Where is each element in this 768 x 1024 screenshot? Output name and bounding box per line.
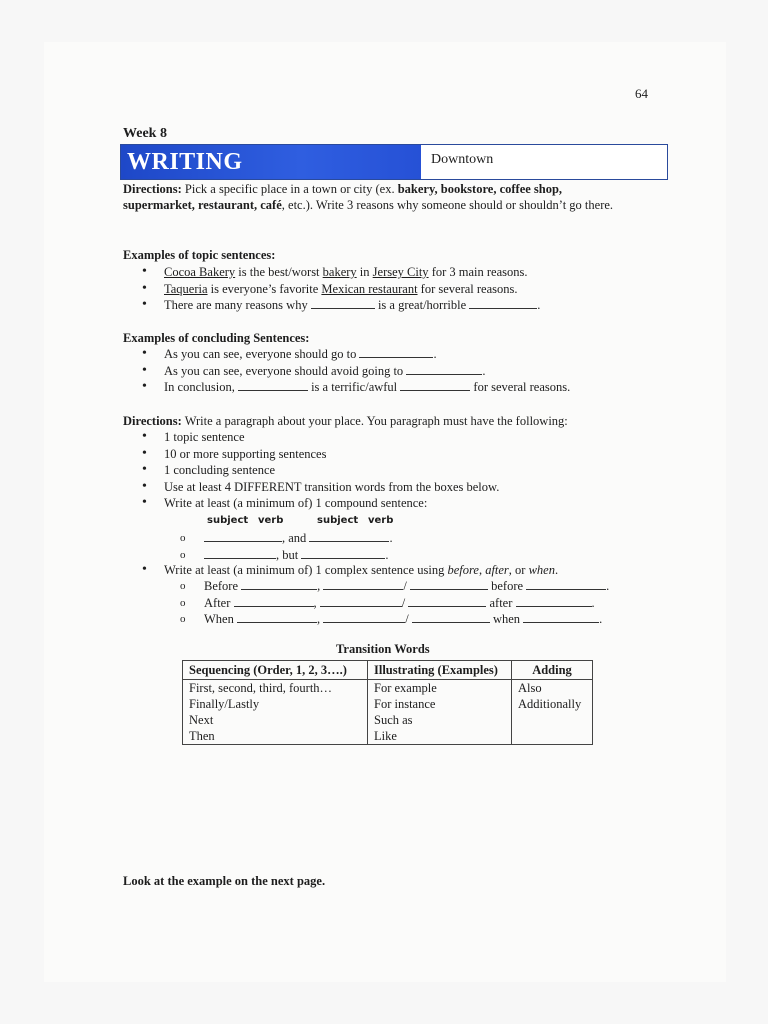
blank-line[interactable] [408,595,486,607]
topic-sentences-list [140,264,540,314]
table-cell: Additionally [512,696,593,712]
list-item: • As you can see, everyone should go to . [140,346,570,363]
blank-line[interactable] [309,530,389,542]
list-item: • In conclusion, is a terrific/awful for several reasons. [140,379,570,396]
table-cell: Next [183,712,368,728]
column-header: Sequencing (Order, 1, 2, 3….) [183,661,368,680]
blank-line[interactable] [526,578,606,590]
directions-label: Directions: [123,182,182,196]
blank-line[interactable] [204,547,276,559]
table-cell: Also [512,680,593,697]
blank-line[interactable] [238,379,308,391]
verb-label: verb [368,515,394,526]
week-label: Week 8 [123,126,167,141]
directions-label: Directions: [123,414,182,428]
blank-line[interactable] [400,379,470,391]
list-item: • Cocoa Bakery is the best/worst bakery in Jersey City for 3 main reasons. [140,264,540,281]
list-item: o When , / when . [180,611,609,628]
blank-line[interactable] [323,611,405,623]
blank-line[interactable] [237,611,317,623]
blank-line[interactable] [406,363,482,375]
blank-line[interactable] [523,611,599,623]
blank-line[interactable] [412,611,490,623]
blank-line[interactable] [234,595,314,607]
list-item: • There are many reasons why is a great/horrible . [140,297,540,314]
complex-examples [180,578,609,628]
list-item: • Taqueria is everyone’s favorite Mexican restaurant for several reasons. [140,281,540,298]
blank-line[interactable] [469,297,537,309]
table-cell: First, second, third, fourth… [183,680,368,697]
subject-label: subject [317,515,359,526]
list-item: o After , / after . [180,595,609,612]
concluding-sentences-list [140,346,570,396]
blank-line[interactable] [311,297,375,309]
list-item: • Write at least (a minimum of) 1 compound sentence: [140,495,499,512]
complex-requirement [140,562,558,579]
directions-1 [123,181,623,213]
transition-words-table [182,660,593,745]
list-item: o Before , / before . [180,578,609,595]
verb-label: verb [258,515,284,526]
table-row [183,712,593,728]
list-item: • Use at least 4 DIFFERENT transition words from the boxes below. [140,479,499,496]
table-cell: For instance [368,696,512,712]
footer-note: Look at the example on the next page. [123,874,326,888]
transition-words-title: Transition Words [336,642,430,656]
directions-text: Write a paragraph about your place. You paragraph must have the following: [181,414,568,428]
column-header: Illustrating (Examples) [368,661,512,680]
compound-examples [180,530,393,563]
directions-text-end: , etc.). Write 3 reasons why someone should or shouldn’t go there. [281,198,614,212]
table-cell [512,712,593,728]
blank-line[interactable] [323,578,403,590]
table-cell [512,728,593,745]
directions-text: Pick a specific place in a town or city (ex. [181,182,398,196]
topic-sentences-heading: Examples of topic sentences: [123,248,276,262]
blank-line[interactable] [516,595,592,607]
blank-line[interactable] [204,530,282,542]
blank-line[interactable] [241,578,317,590]
list-item: • 10 or more supporting sentences [140,446,499,463]
banner-title: WRITING [121,145,421,179]
title-banner [120,144,668,180]
banner-topic: Downtown [421,145,667,179]
table-cell: For example [368,680,512,697]
table-row [183,680,593,697]
concluding-sentences-heading: Examples of concluding Sentences: [123,331,310,345]
blank-line[interactable] [301,547,385,559]
table-cell: Then [183,728,368,745]
list-item: • 1 topic sentence [140,429,499,446]
directions-2 [123,413,663,429]
page-number: 64 [635,86,648,101]
list-item: • Write at least (a minimum of) 1 complex sentence using before, after, or when. [140,562,558,579]
table-cell: Such as [368,712,512,728]
table-cell: Finally/Lastly [183,696,368,712]
list-item: • 1 concluding sentence [140,462,499,479]
place-examples: bakery, bookstore, coffee shop, supermarket, restaurant, café [123,182,563,212]
requirements-list [140,429,499,512]
subject-label: subject [207,515,249,526]
table-row [183,728,593,745]
list-item: o , and . [180,530,393,547]
table-cell: Like [368,728,512,745]
list-item: • As you can see, everyone should avoid going to . [140,363,570,380]
blank-line[interactable] [410,578,488,590]
blank-line[interactable] [320,595,402,607]
table-header-row [183,661,593,680]
blank-line[interactable] [359,346,433,358]
list-item: o , but . [180,547,393,564]
column-header: Adding [512,661,593,680]
table-row [183,696,593,712]
